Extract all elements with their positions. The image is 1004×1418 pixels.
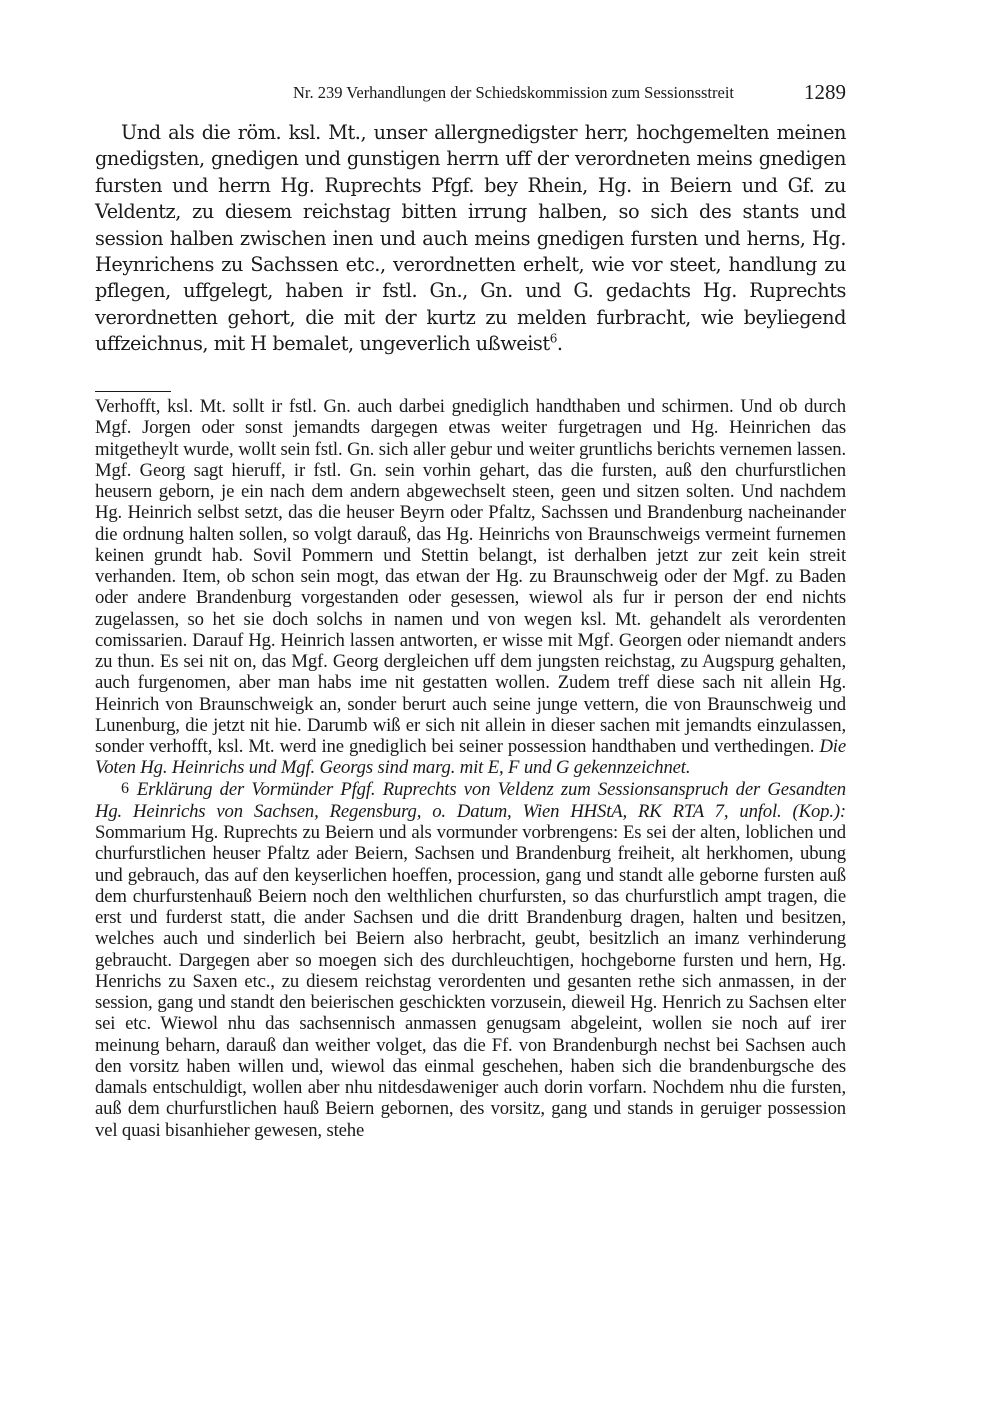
main-paragraph [95,120,846,358]
footnote-number: 6 [121,779,129,797]
footnote-continued-text: Verhofft, ksl. Mt. sollt ir fstl. Gn. auch darbei gnediglich handthaben und schirmen. Und ob durch Mgf. Jorgen oder sonst jemandts dargegen etwas weiter furgetragen und Hg. Heinrichen das mitgetheylt wurde, wollt sein fstl. Gn. sich aller gebur und weiter gruntlichs berichts vernemen lassen. Mgf. Georg sagt hieruff, ir fstl. Gn. sein vorhin gehart, das die fursten, auß den churfurstlichen heusern geborn, je ein nach dem andern abgewechselt steen, geen und sitzen solten. Und nachdem Hg. Heinrich selbst setzt, das die heuser Beyrn oder Pfaltz, Sachssen und Brandenburg nacheinander die ordnung halten sollen, so volgt darauß, das Hg. Heinrichs von Braunschweigs vermeint furnemen keinen grundt hab. Sovil Pommern und Stettin belangt, ist derhalben jetzt zur zeit kein streit verhanden. Item, ob schon sein mogt, das etwan der Hg. zu Braunschweig oder der Mgf. zu Baden oder andere Brandenburg vorgestanden oder gesessen, wiewol als fur ir person der end nichts zugelassen, so het sie doch solchs in namen und von wegen ksl. Mt. gehandelt als verordenten comissarien. Darauf Hg. Heinrich lassen antworten, er wisse mit Mgf. Georgen oder niemandt anders zu thun. Es sei nit on, das Mgf. Georg dergleichen uff dem jungsten reichstag, zu Augspurg gehalten, auch furgenomen, aber man habs ime nit gestatten wollen. Zudem treff diese sach nit allein Hg. Heinrich von Braunschweigk an, sonder berurt auch seine junge vettern, die von Braunschweig und Lunenburg, die jetzt nit hie. Darumb wiß er sich nit allein in dieser sachen mit jemandts einzulassen, sonder verhofft, ksl. Mt. werd ine gnediglich bei seiner possession handthaben und verthedingen. [95,396,846,757]
footnote-6-text: Sommarium Hg. Ruprechts zu Beiern und als vormunder vorbrengens: Es sei der alten, loblichen und churfurstlichen heuser Pfaltz ader Beiern, Sachsen und Brandenburg freiheit, alt herkhomen, ubung und gebrauch, das auf den keyserlichen hoeffen, procession, gang und standt alle geborne fursten auß dem churfurstenhauß Beiern noch den welthlichen churfursten, so das churfurstlich ampt tragen, die erst und furderst statt, die ander Sachsen und die dritt Brandenburg dragen, halten und besitzen, welches auch und sinderlich bei Beiern also herbracht, geubt, besitzlich an imanz verhinderung gebraucht. Dargegen aber so moegen sich des durchleuchtigen, hochgeborne fursten und hern, Hg. Henrichs zu Saxen etc., zu diesem reichstag verordenten und gesanten rethe sich anmassen, in der session, gang und standt den beierischen geschickten vorzusein, dieweil Hg. Henrich zu Sachsen elter sei etc. Wiewol nhu das sachsennisch anmassen genugsam abgeleint, wollen sie noch auf irer meinung beharn, darauß dan weither volget, das die Ff. von Brandenburgh nechst bei Sachsen auch den vorsitz haben willen und, wiewol das einmal geschehen, haben sich die brandenburgsche des damals entschuldigt, wollen aber nhu nitdesdaweniger auch dorin vorfarn. Nochdem nhu die fursten, auß dem churfurstlichen hauß Beiern gebornen, des vorsitz, gang und stands in geruiger possession vel quasi bisanhieher gewesen, stehe [95,822,846,1141]
footnote-continued-italic: Die Voten Hg. Heinrichs und Mgf. Georgs sind marg. mit E, F und G gekennzeichnet. [95,736,846,779]
footnote-6 [95,779,846,1141]
main-paragraph-end: . [556,332,563,356]
footnote-separator [95,391,171,392]
footnote-6-heading: Erklärung der Vormünder Pfgf. Ruprechts von Veldenz zum Sessionsanspruch der Gesandten Hg. Heinrichs von Sachsen, Regensburg, o. Datum, Wien HHStA, RK RTA 7, unfol. (Kop.): [95,778,846,822]
running-head [95,80,846,108]
page-number: 1289 [804,80,846,104]
running-title: Nr. 239 Verhandlungen der Schiedskommission zum Sessionsstreit [292,83,734,102]
footnote-reference-6[interactable]: 6 [549,331,557,346]
footnotes [95,396,846,1141]
footnote-continued [95,396,846,779]
main-paragraph-text: Und als die röm. ksl. Mt., unser allergnedigster herr, hochgemelten meinen gnedigsten, gnedigen und gunstigen herrn uff der verordneten meins gnedigen fursten und herrn Hg. Ruprechts Pfgf. bey Rhein, Hg. in Beiern und Gf. zu Veldentz, zu diesem reichstag bitten irrung halben, so sich des stants und session halben zwischen inen und auch meins gnedigen fursten und herns, Hg. Heynrichens zu Sachssen etc., verordnetten erhelt, wie vor steet, handlung zu pflegen, uffgelegt, haben ir fstl. Gn., Gn. und G. gedachts Hg. Ruprechts verordnetten gehort, die mit der kurtz zu melden furbracht, wie beyliegend uffzeichnus, mit H bemalet, ungeverlich ußweist [95,121,846,356]
